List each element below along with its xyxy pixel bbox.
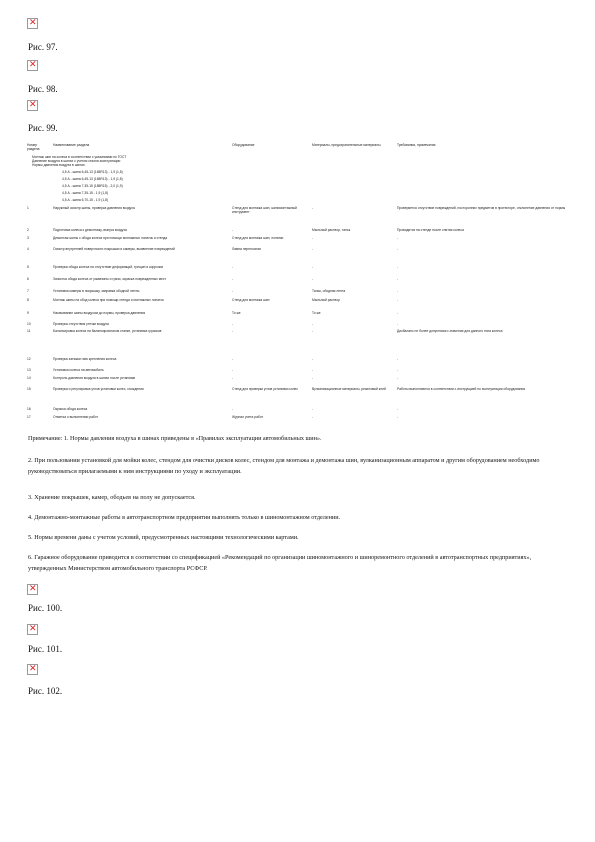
row-requirements: - [397, 289, 399, 293]
row-number: 5 [27, 265, 29, 269]
note-paragraph: Примечание: 1. Нормы давления воздуха в шинах приведены в «Правилах эксплуатации автомобильных шин». [28, 435, 322, 442]
intro-line: Давление воздуха в шинах с учетом сезона эксплуатации [32, 159, 121, 163]
row-name: Проверка и регулировка углов установки колес, схождения [53, 387, 144, 391]
row-materials: - [312, 247, 314, 251]
row-equipment: Журнал учета работ [232, 415, 264, 419]
row-equipment: - [232, 368, 234, 372]
row-requirements: - [397, 236, 399, 240]
note-paragraph: 6. Гаражное оборудование приводится в соответствии со спецификацией «Рекомендаций по организации шиномонтажного и шиноремонтного отделений в автотранспортных предприятиях», утвержденных Министерством автомобильного транспорта РСФСР. [28, 554, 532, 572]
intro-line: Нормы давления воздуха в шинах: [32, 163, 86, 167]
spec-line: 4,5 А - шина 6,70-15 - 1,9 (1,8) [62, 198, 109, 202]
row-materials: То же [312, 311, 321, 315]
row-materials: Тальк, ободная лента [312, 289, 346, 293]
row-requirements: Проверяется отсутствие повреждений, посторонних предметов в протекторе, отклонение давления от нормы [397, 206, 566, 210]
row-materials: Вулканизационные материалы, резиновый клей [312, 387, 386, 391]
row-equipment: - [232, 228, 234, 232]
row-number: 15 [27, 387, 31, 391]
note-paragraph: 3. Хранение покрышек, камер, ободьев на полу не допускается. [28, 494, 196, 501]
row-name: Подготовка колеса к демонтажу, выпуск воздуха [53, 228, 127, 232]
note-paragraph: 2. При пользовании установкой для мойки колес, стендом для очистки дисков колес, стендом для монтажа и демонтажа шин, вулканизационным аппаратом и другим оборудованием необходимо руководствоваться прилагаемыми к ним инструкциями по уходу и эксплуатации. [28, 457, 540, 475]
table-header-number: Номер раздела [27, 143, 40, 151]
row-name: Монтаж шины на обод колеса при помощи стенда и монтажных лопаток [53, 298, 164, 302]
figure-caption: Рис. 97. [28, 42, 58, 52]
figure-caption: Рис. 102. [28, 686, 63, 696]
row-materials: - [312, 277, 314, 281]
row-requirements: - [397, 311, 399, 315]
row-name: Проверка обода колеса на отсутствие деформаций, трещин и коррозии [53, 265, 164, 269]
row-materials: - [312, 322, 314, 326]
row-number: 17 [27, 415, 31, 419]
row-number: 14 [27, 376, 31, 380]
row-equipment: - [232, 277, 234, 281]
figure-caption: Рис. 101. [28, 644, 63, 654]
spec-line: 4,5 А - шина 6,45-13 (165R13) - 1,9 (1,8) [62, 170, 123, 174]
row-name: Проверка отсутствия утечки воздуха [53, 322, 109, 326]
row-equipment: - [232, 376, 234, 380]
broken-image-icon: ✕ [29, 100, 37, 110]
row-requirements: Работы выполняются в соответствии с инструкцией по эксплуатации оборудования [397, 387, 526, 391]
row-requirements: - [397, 407, 399, 411]
broken-image-icon: ✕ [29, 624, 37, 634]
row-number: 11 [27, 329, 31, 333]
row-equipment: - [232, 357, 234, 361]
table-header-materials: Материалы, предохранительные материалы [312, 143, 381, 147]
row-equipment: Лампа переносная [232, 247, 261, 251]
row-requirements: - [397, 357, 399, 361]
row-requirements: - [397, 247, 399, 251]
row-name: Зачистка обода колеса от ржавчины и грязи, окраска поврежденных мест [53, 277, 166, 281]
row-requirements: - [397, 277, 399, 281]
row-requirements: - [397, 415, 399, 419]
row-materials: - [312, 357, 314, 361]
row-number: 16 [27, 407, 31, 411]
row-materials: - [312, 376, 314, 380]
row-equipment: Стенд для проверки углов установки колес [232, 387, 298, 391]
row-equipment: Стенд для монтажа шин, лопатки [232, 236, 284, 240]
row-number: 6 [27, 277, 29, 281]
row-equipment: Стенд для монтажа шин [232, 298, 270, 302]
row-requirements: - [397, 368, 399, 372]
row-number: 7 [27, 289, 29, 293]
row-materials: Мыльный раствор [312, 298, 340, 302]
row-equipment: Стенд для монтажа шин, шиномонтажный инструмент [232, 206, 297, 214]
row-requirements: Проводится на стенде после снятия колеса [397, 228, 464, 232]
row-number: 4 [27, 247, 29, 251]
broken-image-icon: ✕ [29, 18, 37, 28]
row-equipment: - [232, 289, 234, 293]
row-name: Наружный осмотр шины, проверка давления воздуха [53, 206, 135, 210]
row-requirements: - [397, 265, 399, 269]
figure-caption: Рис. 98. [28, 84, 58, 94]
note-paragraph: 4. Демонтажно-монтажные работы в автотранспортном предприятии выполнять только в шиномонтажном отделении. [28, 514, 341, 521]
row-materials: - [312, 265, 314, 269]
row-materials: - [312, 415, 314, 419]
figure-caption: Рис. 100. [28, 603, 63, 613]
row-equipment: - [232, 407, 234, 411]
broken-image-icon: ✕ [29, 60, 37, 70]
row-name: Осмотр внутренней поверхности покрышки и камеры, выявление повреждений [53, 247, 175, 251]
pressure-spec-list [62, 170, 242, 202]
row-number: 1 [27, 206, 29, 210]
row-equipment: - [232, 265, 234, 269]
row-name: Балансировка колеса на балансировочном станке, установка грузиков [53, 329, 162, 333]
row-number: 9 [27, 311, 29, 315]
broken-image-icon: ✕ [29, 584, 37, 594]
row-name: Контроль давления воздуха в шинах после установки [53, 376, 136, 380]
row-number: 10 [27, 322, 31, 326]
row-name: Накачивание шины воздухом до нормы, проверка давления [53, 311, 146, 315]
note-paragraph: 5. Нормы времени даны с учетом условий, предусмотренных настоящими технологическими картами. [28, 534, 299, 541]
table-intro [32, 155, 222, 167]
row-name: Окраска обода колеса [53, 407, 88, 411]
row-name: Демонтаж шины с обода колеса при помощи монтажных лопаток и стенда [53, 236, 168, 240]
row-equipment: - [232, 329, 234, 333]
row-number: 2 [27, 228, 29, 232]
row-equipment: То же [232, 311, 241, 315]
row-requirements: - [397, 322, 399, 326]
row-materials: - [312, 206, 314, 210]
row-materials: - [312, 407, 314, 411]
figure-caption: Рис. 99. [28, 123, 58, 133]
row-number: 12 [27, 357, 31, 361]
row-materials: Мыльный раствор, тальк [312, 228, 351, 232]
table-header-equipment: Оборудование [232, 143, 255, 147]
row-requirements: - [397, 298, 399, 302]
row-materials: - [312, 368, 314, 372]
table-header-name: Наименование раздела [53, 143, 90, 147]
intro-line: Монтаж шин на колеса в соответствии с указаниями по ГОСТ [32, 155, 127, 159]
row-name: Проверка затяжки гаек крепления колеса [53, 357, 117, 361]
row-number: 3 [27, 236, 29, 240]
row-name: Отметка о выполнении работ [53, 415, 99, 419]
row-number: 13 [27, 368, 31, 372]
row-equipment: - [232, 322, 234, 326]
row-number: 8 [27, 298, 29, 302]
row-materials: - [312, 329, 314, 333]
spec-line: 4,5 А - шина 7,35-15 - 1,9 (1,8) [62, 191, 109, 195]
spec-line: 4,5 А - шина 7,35-15 (185R15) - 2,0 (1,9) [62, 184, 123, 188]
table-header-requirements: Требования, примечания [397, 143, 436, 147]
row-name: Установка камеры в покрышку, заправка ободной ленты [53, 289, 140, 293]
row-requirements: Дисбаланс не более допустимого значения для данного типа колеса [397, 329, 503, 333]
row-name: Установка колеса на автомобиль [53, 368, 104, 372]
spec-line: 4,5 А - шина 6,45-13 (165R13) - 1,9 (1,8) [62, 177, 123, 181]
row-requirements: - [397, 376, 399, 380]
broken-image-icon: ✕ [29, 664, 37, 674]
row-materials: - [312, 236, 314, 240]
